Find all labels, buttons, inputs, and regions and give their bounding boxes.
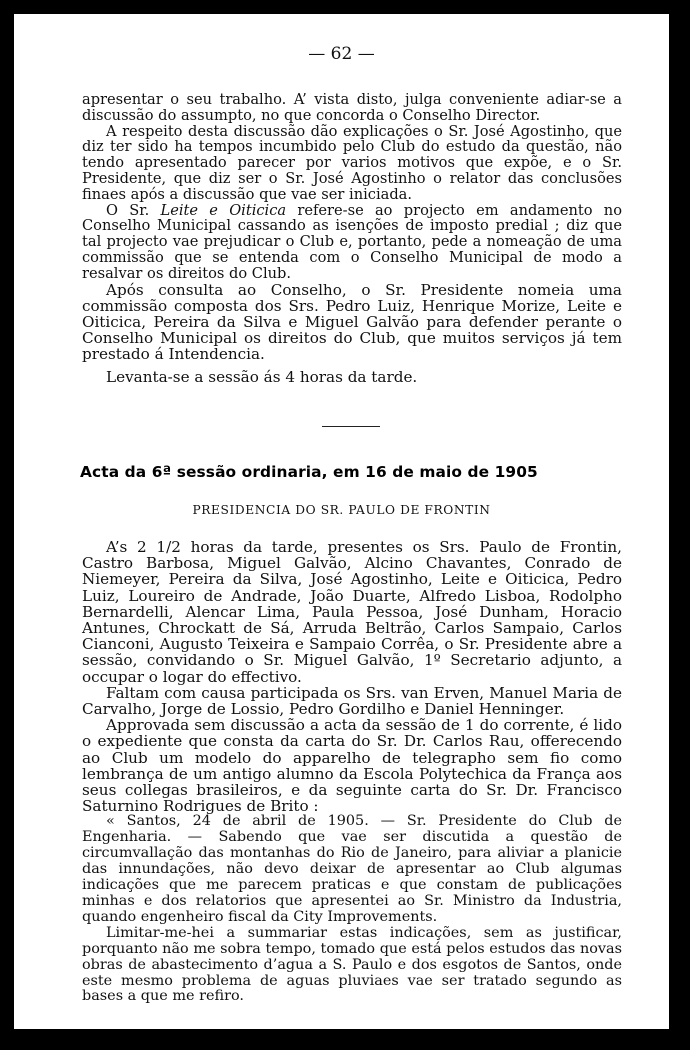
speaker-prefix: O Sr. (106, 201, 161, 219)
page-number: — 62 — (308, 44, 375, 64)
session-heading: Acta da 6ª sessão ordinaria, em 16 de maio de 1905 (80, 463, 538, 481)
paragraph-adjournment: apresentar o seu trabalho. A’ vista disto, julga conveniente adiar-se a discussão do assumpto, no que concorda o Conselho Director. (82, 91, 622, 124)
paragraph-closing: Levanta-se a sessão ás 4 horas da tarde. (106, 367, 418, 386)
speaker-text: refere-se ao projecto em andamento no Conselho Municipal cassando as isenções de imposto predial ; diz que tal projecto vae prejudicar o Club e, portanto, pede a nomeação de uma commissão que se entenda com o Conselho Municipal de modo a resalvar os direitos do Club. (82, 201, 622, 282)
minutes-continuation (82, 92, 622, 385)
speaker-name: Leite e Oiticica (160, 201, 287, 219)
paragraph-discussion: A respeito desta discussão dão explicações o Sr. José Agostinho, que diz ter sido ha tempos incumbido pelo Club do estudo da questão, não tendo apresentado parecer por varios motivos que expõe, e o Sr. Presidente, que diz ser o Sr. José Agostinho o relator das conclusões finaes após a discussão que vae ser iniciada. (82, 122, 622, 203)
paragraph-absences: Faltam com causa participada os Srs. van Erven, Manuel Maria de Carvalho, Jorge de Lossio, Pedro Gordilho e Daniel Henninger. (82, 683, 622, 719)
paragraph-commission: Após consulta ao Conselho, o Sr. Presidente nomeia uma commissão composta dos Srs. Pedro Luiz, Henrique Morize, Leite e Oiticica, Pereira da Silva e Miguel Galvão para defender perante o Conselho Municipal os direitos do Club, que muitos serviços já tem prestado á Intendencia. (82, 280, 622, 364)
paragraph-letter-body: Limitar-me-hei a summariar estas indicações, sem as justificar, porquanto não me sobra tempo, tomado que está pelos estudos das novas obras de abastecimento d’agua a S. Paulo e dos esgotos de Santos, onde este mesmo problema de aguas pluviaes vae ser tratado segundo as bases a que me refiro. (82, 924, 622, 1005)
document-page (14, 14, 672, 1032)
paragraph-attendance: A’s 2 1/2 horas da tarde, presentes os Srs. Paulo de Frontin, Castro Barbosa, Miguel Galvão, Alcino Chavantes, Conrado de Niemeyer, Pereira da Silva, José Agostinho, Leite e Oiticica, Pedro Luiz, Loureiro de Andrade, João Duarte, Alfredo Lisboa, Rodolpho Bernardelli, Alencar Lima, Paula Pessoa, José Dunham, Horacio Antunes, Chrockatt de Sá, Arruda Beltrão, Carlos Sampaio, Carlos Cianconi, Augusto Teixeira e Sampaio Corrêa, o Sr. Presidente abre a sessão, convidando o Sr. Miguel Galvão, 1º Secretario adjunto, a occupar o logar do effectivo. (82, 538, 622, 686)
paragraph-leite-oiticica (82, 203, 622, 282)
paragraph-approval: Approvada sem discussão a acta da sessão de 1 do corrente, é lido o expediente que consta da carta do Sr. Dr. Carlos Rau, offerecendo ao Club um modelo do apparelho de telegrapho sem fio como lembrança de um antigo alumno da Escola Polytechica da França aos seus collegas brasileiros, e da seguinte carta do Sr. Dr. Francisco Saturnino Rodrigues de Brito : (82, 716, 622, 816)
session-minutes (82, 539, 622, 1005)
presidency-line: PRESIDENCIA DO SR. PAULO DE FRONTIN (192, 503, 491, 517)
paragraph-letter-opening: « Santos, 24 de abril de 1905. — Sr. Presidente do Club de Engenharia. — Sabendo que vae ser discutida a questão de circumvallação das montanhas do Rio de Janeiro, para aliviar a planicie das innundações, não devo deixar de apresentar ao Club algumas indicações que me parecem praticas e que constam de publicações minhas e dos relatorios que apresentei ao Sr. Ministro da Industria, quando engenheiro fiscal da City Improvements. (82, 813, 622, 925)
section-divider (322, 426, 380, 427)
